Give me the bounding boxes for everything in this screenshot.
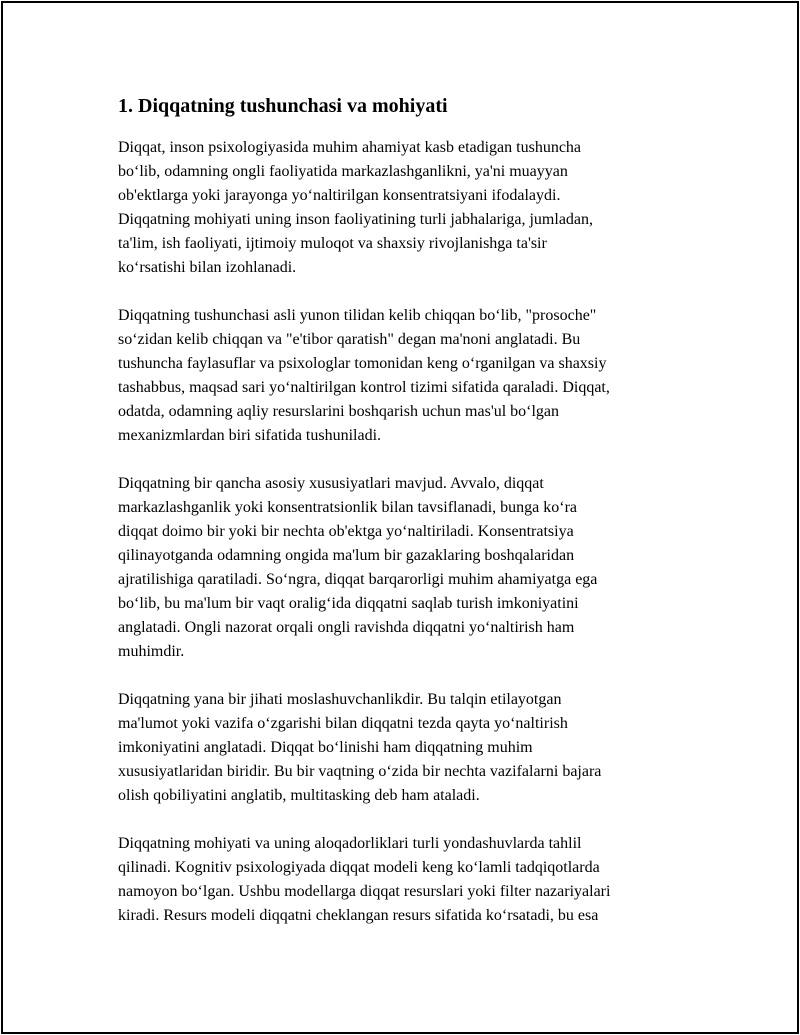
paragraphs-container: [118, 136, 698, 928]
document-body: [118, 92, 698, 952]
text-line: bo‘lib, bu ma'lum bir vaqt oralig‘ida diqqatni saqlab turish imkoniyatini: [118, 595, 579, 612]
text-line: ma'lumot yoki vazifa o‘zgarishi bilan diqqatni tezda qayta yo‘naltirish: [118, 715, 568, 732]
text-line: kiradi. Resurs modeli diqqatni cheklangan resurs sifatida ko‘rsatadi, bu esa: [118, 907, 599, 924]
text-line: namoyon bo‘lgan. Ushbu modellarga diqqat resurslari yoki filter nazariyalari: [118, 883, 611, 900]
section-heading: 1. Diqqatning tushunchasi va mohiyati: [118, 95, 448, 117]
text-line: mexanizmlardan biri sifatida tushuniladi.: [118, 427, 382, 444]
text-line: xususiyatlaridan biridir. Bu bir vaqtning o‘zida bir nechta vazifalarni bajara: [118, 763, 602, 780]
text-line: markazlashganlik yoki konsentratsionlik bilan tavsiflanadi, bunga ko‘ra: [118, 499, 577, 516]
text-line: anglatadi. Ongli nazorat orqali ongli ravishda diqqatni yo‘naltirish ham: [118, 619, 575, 636]
text-line: Diqqatning yana bir jihati moslashuvchanlikdir. Bu talqin etilayotgan: [118, 691, 562, 708]
text-line: qilinayotganda odamning ongida ma'lum bir gazaklaring boshqalaridan: [118, 547, 575, 564]
paragraph: [118, 688, 698, 808]
text-line: so‘zidan kelib chiqqan va "e'tibor qaratish" degan ma'noni anglatadi. Bu: [118, 331, 581, 348]
text-line: ta'lim, ish faoliyati, ijtimoiy muloqot va shaxsiy rivojlanishga ta'sir: [118, 235, 547, 252]
paragraph: [118, 136, 698, 280]
text-line: diqqat doimo bir yoki bir nechta ob'ektga yo‘naltiriladi. Konsentratsiya: [118, 523, 574, 540]
text-line: Diqqatning mohiyati uning inson faoliyatining turli jabhalariga, jumladan,: [118, 211, 594, 228]
text-line: bo‘lib, odamning ongli faoliyatida markazlashganlikni, ya'ni muayyan: [118, 163, 568, 180]
text-line: Diqqatning mohiyati va uning aloqadorliklari turli yondashuvlarda tahlil: [118, 835, 582, 852]
text-line: odatda, odamning aqliy resurslarini boshqarish uchun mas'ul bo‘lgan: [118, 403, 560, 420]
text-line: qilinadi. Kognitiv psixologiyada diqqat modeli keng ko‘lamli tadqiqotlarda: [118, 859, 600, 876]
text-line: Diqqat, inson psixologiyasida muhim ahamiyat kasb etadigan tushuncha: [118, 139, 582, 156]
text-line: olish qobiliyatini anglatib, multitasking deb ham ataladi.: [118, 787, 480, 804]
text-line: ob'ektlarga yoki jarayonga yo‘naltirilgan konsentratsiyani ifodalaydi.: [118, 187, 561, 204]
text-line: Diqqatning tushunchasi asli yunon tilidan kelib chiqqan bo‘lib, "prosoche": [118, 307, 597, 324]
text-line: muhimdir.: [118, 643, 185, 660]
text-line: imkoniyatini anglatadi. Diqqat bo‘linishi ham diqqatning muhim: [118, 739, 533, 756]
paragraph: [118, 472, 698, 664]
text-line: tashabbus, maqsad sari yo‘naltirilgan kontrol tizimi sifatida qaraladi. Diqqat,: [118, 379, 610, 396]
paragraph: [118, 304, 698, 448]
paragraph: [118, 832, 698, 928]
text-line: ajratilishiga qaratiladi. So‘ngra, diqqat barqarorligi muhim ahamiyatga ega: [118, 571, 598, 588]
text-line: ko‘rsatishi bilan izohlanadi.: [118, 259, 297, 276]
text-line: Diqqatning bir qancha asosiy xususiyatlari mavjud. Avvalo, diqqat: [118, 475, 544, 492]
text-line: tushuncha faylasuflar va psixologlar tomonidan keng o‘rganilgan va shaxsiy: [118, 355, 607, 372]
